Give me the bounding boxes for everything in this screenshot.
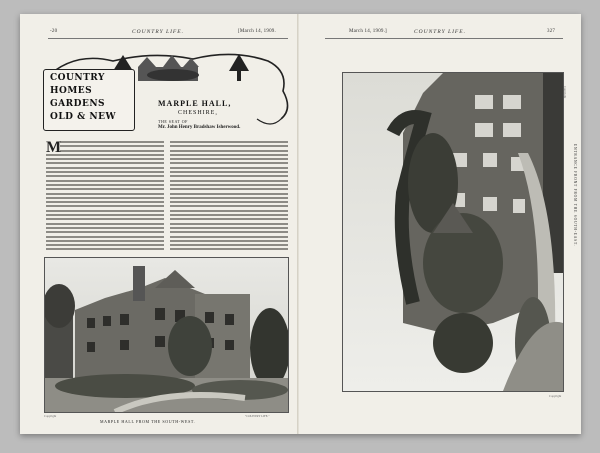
photo-credit: Copyright [44, 414, 57, 418]
left-page [20, 14, 297, 434]
right-folio: 327 [547, 29, 556, 34]
owner-name: Mr. John Henry Bradshaw Isherwood. [158, 125, 241, 130]
left-date: [March 14, 1909. [238, 29, 276, 34]
right-date: March 14, 1909.] [349, 29, 387, 34]
photo-image [343, 73, 563, 391]
photo-credit: Copyright [563, 86, 567, 99]
header-rule [325, 38, 563, 39]
masthead-word: GARDENS [50, 99, 106, 109]
magazine-spread [20, 14, 581, 434]
right-running-title: COUNTRY LIFE. [414, 29, 467, 35]
masthead-word: OLD & NEW [50, 112, 117, 122]
photo-marple-hall-south-west [44, 257, 289, 413]
photo-image [45, 258, 288, 412]
photo-credit: Copyright [549, 394, 562, 398]
estate-title: MARPLE HALL, [158, 99, 232, 108]
photo-entrance-front-south-east [342, 72, 564, 392]
center-gutter [297, 14, 299, 434]
left-folio: -20 [50, 29, 58, 34]
photo-credit-magazine: "COUNTRY LIFE." [245, 414, 270, 418]
drop-cap: M [46, 141, 62, 156]
photo-caption-vertical: ENTRANCE FRONT FROM THE SOUTH-EAST. [573, 144, 577, 247]
header-rule [48, 38, 288, 39]
article-column-2 [170, 141, 288, 253]
article-column-1 [46, 141, 164, 253]
left-running-title: COUNTRY LIFE. [132, 29, 185, 35]
seat-of-label: THE SEAT OF [158, 119, 188, 124]
masthead-word: COUNTRY [50, 73, 105, 83]
masthead-word: HOMES [50, 86, 93, 96]
photo-caption: MARPLE HALL FROM THE SOUTH-WEST. [100, 419, 196, 424]
masthead-title-box [43, 69, 135, 131]
masthead [43, 49, 298, 129]
estate-county: CHESHIRE, [178, 110, 218, 116]
right-page [299, 14, 581, 434]
